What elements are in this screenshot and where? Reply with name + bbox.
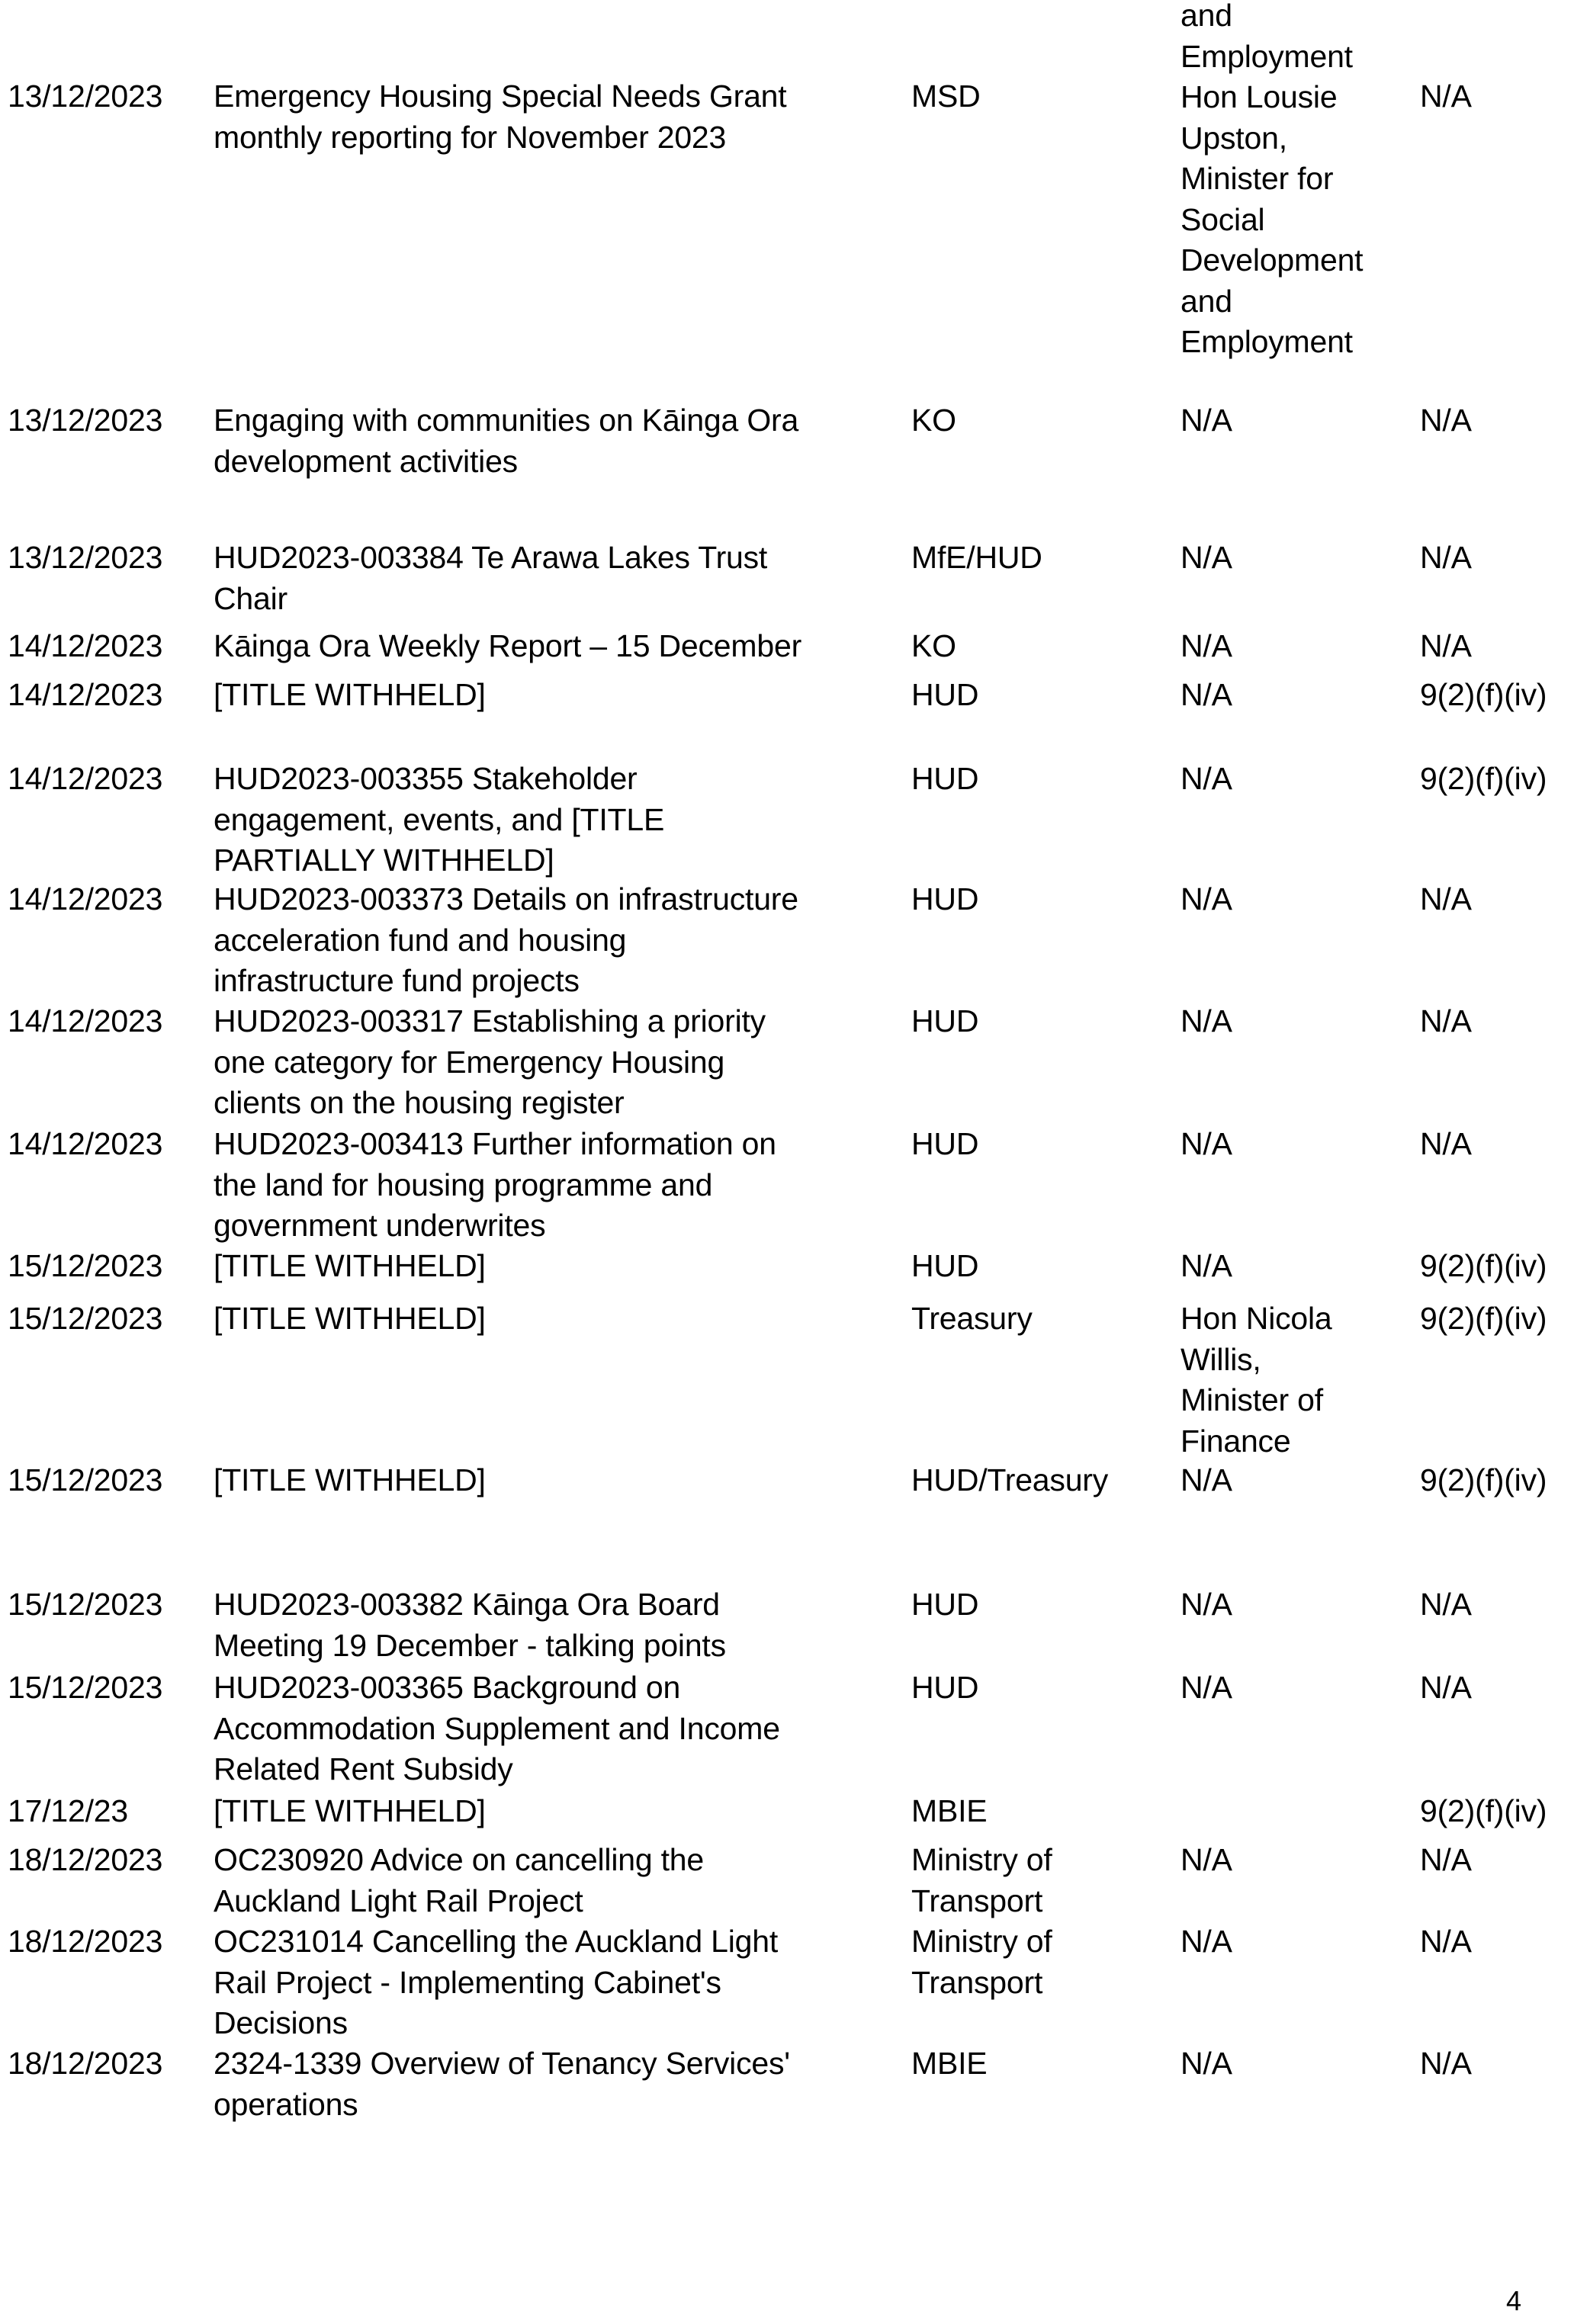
date-cell: 18/12/2023 — [8, 2046, 163, 2081]
shared-with-cell: N/A — [1180, 1126, 1232, 1161]
withholding-ground-cell: N/A — [1420, 881, 1472, 916]
title-cell: [TITLE WITHHELD] — [214, 1301, 486, 1336]
withholding-ground-cell: 9(2)(f)(iv) — [1420, 677, 1547, 712]
withholding-ground-cell: 9(2)(f)(iv) — [1420, 1793, 1547, 1828]
title-cell: HUD2023-003317 Establishing a priority one category for Emergency Housing clients on the housing register — [214, 1003, 766, 1120]
page-number: 4 — [1506, 2285, 1522, 2316]
agency-cell: Ministry of Transport — [911, 1924, 1052, 2000]
shared-with-cell: N/A — [1180, 1587, 1232, 1622]
title-cell: OC230920 Advice on cancelling the Auckland Light Rail Project — [214, 1842, 705, 1918]
withholding-ground-cell: 9(2)(f)(iv) — [1420, 1248, 1547, 1283]
date-cell: 14/12/2023 — [8, 1126, 163, 1161]
date-cell: 13/12/2023 — [8, 540, 163, 575]
agency-cell: HUD/Treasury — [911, 1462, 1109, 1497]
shared-with-cell: and Employment Hon Lousie Upston, Minister for Social Development and Employment — [1180, 0, 1364, 359]
shared-with-cell: N/A — [1180, 1462, 1232, 1497]
agency-cell: KO — [911, 628, 956, 663]
agency-cell: HUD — [911, 881, 979, 916]
date-cell: 14/12/2023 — [8, 1003, 163, 1038]
shared-with-cell: N/A — [1180, 1924, 1232, 1959]
withholding-ground-cell: N/A — [1420, 1587, 1472, 1622]
date-cell: 14/12/2023 — [8, 677, 163, 712]
date-cell: 13/12/2023 — [8, 79, 163, 114]
title-cell: [TITLE WITHHELD] — [214, 1462, 486, 1497]
shared-with-cell: N/A — [1180, 1003, 1232, 1038]
agency-cell: MfE/HUD — [911, 540, 1042, 575]
date-cell: 15/12/2023 — [8, 1670, 163, 1705]
withholding-ground-cell: N/A — [1420, 1924, 1472, 1959]
withholding-ground-cell: N/A — [1420, 403, 1472, 438]
date-cell: 15/12/2023 — [8, 1587, 163, 1622]
date-cell: 17/12/23 — [8, 1793, 128, 1828]
title-cell: [TITLE WITHHELD] — [214, 677, 486, 712]
agency-cell: HUD — [911, 1670, 979, 1705]
shared-with-cell: N/A — [1180, 1670, 1232, 1705]
date-cell: 14/12/2023 — [8, 881, 163, 916]
agency-cell: MBIE — [911, 1793, 988, 1828]
agency-cell: HUD — [911, 1126, 979, 1161]
agency-cell: HUD — [911, 677, 979, 712]
agency-cell: HUD — [911, 761, 979, 796]
date-cell: 18/12/2023 — [8, 1842, 163, 1877]
title-cell: HUD2023-003382 Kāinga Ora Board Meeting 19 December - talking points — [214, 1587, 726, 1663]
withholding-ground-cell: N/A — [1420, 540, 1472, 575]
date-cell: 15/12/2023 — [8, 1301, 163, 1336]
agency-cell: MBIE — [911, 2046, 988, 2081]
withholding-ground-cell: 9(2)(f)(iv) — [1420, 1301, 1547, 1336]
title-cell: HUD2023-003384 Te Arawa Lakes Trust Chair — [214, 540, 768, 616]
title-cell: [TITLE WITHHELD] — [214, 1248, 486, 1283]
shared-with-cell: N/A — [1180, 881, 1232, 916]
withholding-ground-cell: 9(2)(f)(iv) — [1420, 1462, 1547, 1497]
withholding-ground-cell: 9(2)(f)(iv) — [1420, 761, 1547, 796]
agency-cell: Ministry of Transport — [911, 1842, 1052, 1918]
shared-with-cell: N/A — [1180, 628, 1232, 663]
shared-with-cell: N/A — [1180, 1248, 1232, 1283]
title-cell: HUD2023-003355 Stakeholder engagement, events, and [TITLE PARTIALLY WITHHELD] — [214, 761, 665, 878]
shared-with-cell: N/A — [1180, 761, 1232, 796]
withholding-ground-cell: N/A — [1420, 1670, 1472, 1705]
shared-with-cell: N/A — [1180, 1842, 1232, 1877]
agency-cell: HUD — [911, 1003, 979, 1038]
title-cell: HUD2023-003413 Further information on the land for housing programme and government underwrites — [214, 1126, 776, 1243]
date-cell: 18/12/2023 — [8, 1924, 163, 1959]
title-cell: HUD2023-003365 Background on Accommodation Supplement and Income Related Rent Subsidy — [214, 1670, 780, 1786]
date-cell: 14/12/2023 — [8, 761, 163, 796]
shared-with-cell: N/A — [1180, 2046, 1232, 2081]
agency-cell: KO — [911, 403, 956, 438]
date-cell: 15/12/2023 — [8, 1462, 163, 1497]
date-cell: 15/12/2023 — [8, 1248, 163, 1283]
shared-with-cell: Hon Nicola Willis, Minister of Finance — [1180, 1301, 1332, 1459]
title-cell: [TITLE WITHHELD] — [214, 1793, 486, 1828]
date-cell: 14/12/2023 — [8, 628, 163, 663]
withholding-ground-cell: N/A — [1420, 1126, 1472, 1161]
title-cell: Emergency Housing Special Needs Grant monthly reporting for November 2023 — [214, 79, 787, 155]
title-cell: Engaging with communities on Kāinga Ora development activities — [214, 403, 799, 479]
agency-cell: HUD — [911, 1587, 979, 1622]
title-cell: OC231014 Cancelling the Auckland Light Rail Project - Implementing Cabinet's Decisions — [214, 1924, 779, 2040]
withholding-ground-cell: N/A — [1420, 79, 1472, 114]
agency-cell: HUD — [911, 1248, 979, 1283]
shared-with-cell: N/A — [1180, 540, 1232, 575]
title-cell: 2324-1339 Overview of Tenancy Services' operations — [214, 2046, 790, 2122]
withholding-ground-cell: N/A — [1420, 628, 1472, 663]
shared-with-cell: N/A — [1180, 403, 1232, 438]
agency-cell: Treasury — [911, 1301, 1033, 1336]
agency-cell: MSD — [911, 79, 981, 114]
withholding-ground-cell: N/A — [1420, 2046, 1472, 2081]
withholding-ground-cell: N/A — [1420, 1003, 1472, 1038]
title-cell: HUD2023-003373 Details on infrastructure acceleration fund and housing infrastructure fund projects — [214, 881, 798, 998]
title-cell: Kāinga Ora Weekly Report – 15 December — [214, 628, 802, 663]
date-cell: 13/12/2023 — [8, 403, 163, 438]
shared-with-cell: N/A — [1180, 677, 1232, 712]
withholding-ground-cell: N/A — [1420, 1842, 1472, 1877]
